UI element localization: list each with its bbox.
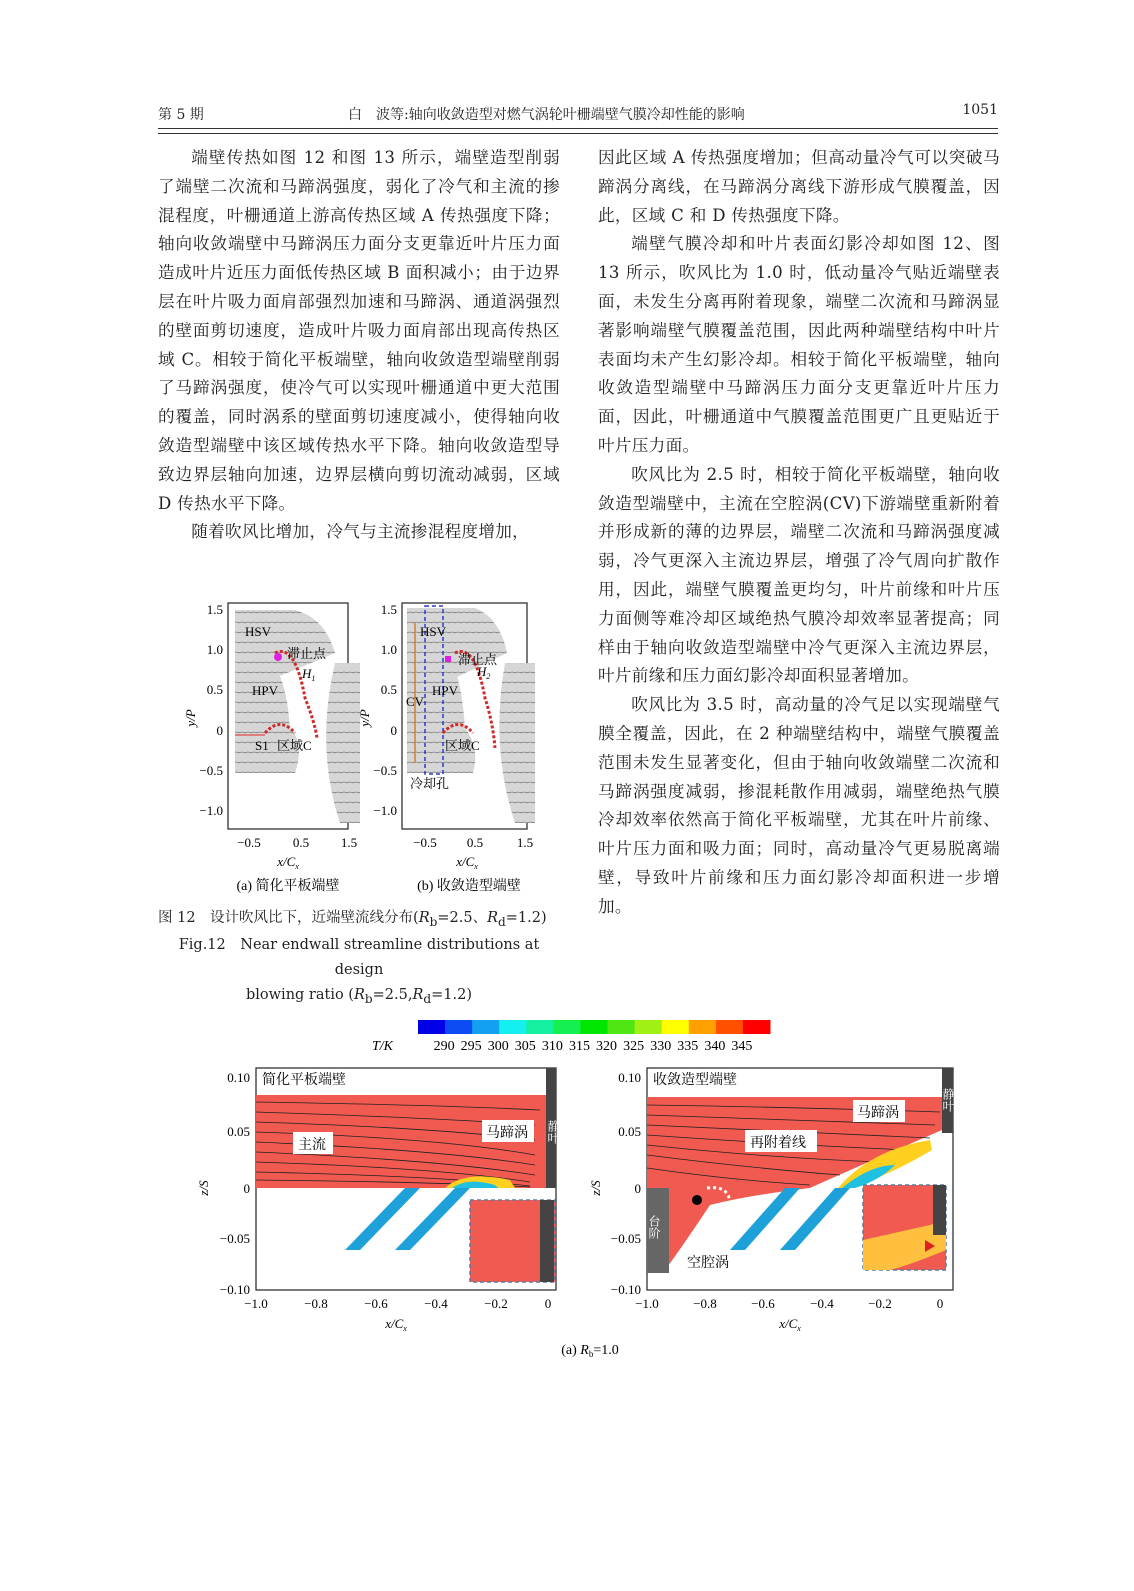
x-tick: −0.4 bbox=[810, 1296, 834, 1311]
x-tick: −0.5 bbox=[237, 835, 261, 850]
y-tick: 0 bbox=[634, 1181, 641, 1196]
y-axis-label: z/S bbox=[588, 1180, 603, 1196]
panel-title: 简化平板端壁 bbox=[262, 1073, 346, 1088]
paragraph: 吹风比为 3.5 时，高动量的冷气足以实现端壁气膜全覆盖，因此，在 2 种端壁结构中，端壁气膜覆盖范围未发生显著变化，但由于轴向收敛端壁二次流和马蹄涡强度减弱，掺混耗散作用减弱，端壁绝热气膜冷却效率依然高于简化平板端壁，尤其在叶片前缘、叶片压力面和吸力面；同时，高动量冷气更易脱离端壁，导致叶片前缘和压力面幻影冷却面积进一步增加。 bbox=[598, 695, 1000, 916]
paragraph: 因此区域 A 传热强度增加；但高动量冷气可以突破马蹄涡分离线，在马蹄涡分离线下游形成气膜覆盖，因此，区域 C 和 D 传热强度下降。 bbox=[598, 148, 1000, 225]
y-axis-label: y/P bbox=[357, 709, 372, 727]
y-tick: 1.0 bbox=[380, 642, 397, 657]
label-vane: 静叶 bbox=[546, 1120, 560, 1144]
colorbar-tick: 305 bbox=[514, 1039, 536, 1054]
label-h: $H_2$ bbox=[477, 664, 491, 681]
label-reattachment-line: 再附着线 bbox=[750, 1136, 806, 1151]
y-tick: −0.05 bbox=[219, 1231, 250, 1246]
paragraph: 随着吹风比增加，冷气与主流掺混程度增加， bbox=[191, 522, 530, 542]
colorbar-tick: 310 bbox=[541, 1039, 563, 1054]
label-h: $H_1$ bbox=[302, 666, 316, 683]
paragraph: 吹风比为 2.5 时，相较于简化平板端壁，轴向收敛造型端壁中，主流在空腔涡(CV)下游端壁重新附着并形成新的薄的边界层，端壁二次流和马蹄涡强度减弱，冷气更深入主流边界层，增强了冷气周向扩散作用，因此，端壁气膜覆盖更均匀，叶片前缘和叶片压力面侧等难冷却区域绝热气膜冷却效率显著提高；同样由于轴向收敛造型端壁中冷气更深入主流边界层，叶片前缘和压力面幻影冷却面积显著增加。 bbox=[598, 464, 1000, 686]
colorbar-swatch bbox=[635, 1020, 663, 1034]
x-tick: −0.6 bbox=[751, 1296, 775, 1311]
colorbar-label: T/K bbox=[372, 1039, 394, 1054]
colorbar-tick: 290 bbox=[433, 1039, 455, 1054]
label-region-c: 区域C bbox=[277, 738, 312, 753]
label-stagnation: 滞止点 bbox=[287, 646, 327, 661]
colorbar-swatch bbox=[716, 1020, 744, 1034]
y-axis-label: z/S bbox=[196, 1180, 211, 1196]
figure-12 bbox=[155, 598, 565, 898]
fig12-panel-b bbox=[357, 602, 535, 894]
x-tick: 1.5 bbox=[516, 835, 534, 850]
label-horseshoe-vortex: 马蹄涡 bbox=[857, 1106, 899, 1121]
colorbar-swatch bbox=[499, 1020, 527, 1034]
x-tick: −1.0 bbox=[635, 1296, 659, 1311]
cavity-vortex-core bbox=[692, 1195, 702, 1205]
colorbar-swatch bbox=[689, 1020, 717, 1034]
x-tick: −1.0 bbox=[244, 1296, 268, 1311]
paragraph: 端壁气膜冷却和叶片表面幻影冷却如图 12、图 13 所示，吹风比为 1.0 时，低动量冷气贴近端壁表面，未发生分离再附着现象，端壁二次流和马蹄涡显著影响端壁气膜覆盖范围，因此两种端壁结构中叶片表面均未产生幻影冷却。相较于简化平板端壁，轴向收敛造型端壁中马蹄涡压力面分支更靠近叶片压力面，因此，叶栅通道中气膜覆盖范围更广且更贴近于叶片压力面。 bbox=[598, 234, 1000, 455]
y-tick: −0.05 bbox=[610, 1231, 641, 1246]
label-vane: 静叶 bbox=[941, 1088, 955, 1112]
label-main-flow: 主流 bbox=[298, 1138, 326, 1153]
y-tick: −1.0 bbox=[373, 803, 397, 818]
colorbar-tick: 320 bbox=[596, 1039, 618, 1054]
colorbar bbox=[418, 1020, 771, 1034]
x-axis-label: $x/C_x$ bbox=[456, 854, 478, 871]
x-tick: −0.8 bbox=[304, 1296, 328, 1311]
y-tick: 0.5 bbox=[380, 682, 397, 697]
y-tick: 0.05 bbox=[618, 1124, 641, 1139]
y-tick: −0.10 bbox=[610, 1282, 641, 1297]
colorbar-swatch bbox=[445, 1020, 473, 1034]
colorbar-swatch bbox=[526, 1020, 554, 1034]
figure-12-caption-en: Fig.12 Near endwall streamline distributions at design blowing ratio $(R_b=2.5,R_d=1.2)$ bbox=[178, 937, 540, 1006]
paragraph: 端壁传热如图 12 和图 13 所示，端壁造型削弱了端壁二次流和马蹄涡强度，弱化了冷气和主流的掺混程度，叶栅通道上游高传热区域 A 传热强度下降；轴向收敛端壁中马蹄涡压力面分支更靠近叶片压力面造成叶片近压力面低传热区域 B 面积减小；由于边界层在叶片吸力面肩部强烈加速和马蹄涡、通道涡强烈的壁面剪切速度，造成叶片吸力面肩部出现高传热区域 C。相较于简化平板端壁，轴向收敛造型端壁削弱了马蹄涡强度，使冷气可以实现叶栅通道中更大范围的覆盖，同时涡系的壁面剪切速度减小，使得轴向收敛造型端壁中该区域传热水平下降。轴向收敛造型导致边界层轴向加速，边界层横向剪切流动减弱，区域 D 传热水平下降。 bbox=[158, 148, 560, 513]
label-cavity-vortex: 空腔涡 bbox=[687, 1256, 729, 1271]
label-hpv: HPV bbox=[252, 683, 279, 698]
y-tick: 0.05 bbox=[227, 1124, 250, 1139]
colorbar-tick: 295 bbox=[460, 1039, 482, 1054]
colorbar-tick: 345 bbox=[731, 1039, 753, 1054]
x-axis-label: $x/C_x$ bbox=[385, 1316, 407, 1333]
x-tick: −0.2 bbox=[868, 1296, 892, 1311]
x-tick: 1.5 bbox=[340, 835, 358, 850]
y-tick: −0.10 bbox=[219, 1282, 250, 1297]
colorbar-tick: 315 bbox=[568, 1039, 590, 1054]
x-tick: −0.8 bbox=[693, 1296, 717, 1311]
label-hsv: HSV bbox=[420, 624, 447, 639]
colorbar-swatch bbox=[580, 1020, 608, 1034]
colorbar-swatch bbox=[472, 1020, 500, 1034]
label-hpv: HPV bbox=[432, 683, 459, 698]
fig13-panel-flat bbox=[196, 1068, 560, 1333]
label-horseshoe-vortex: 马蹄涡 bbox=[486, 1126, 528, 1141]
right-column bbox=[598, 144, 1000, 922]
y-tick: 1.5 bbox=[380, 602, 397, 617]
y-tick: 0.10 bbox=[618, 1070, 641, 1085]
colorbar-tick: 300 bbox=[487, 1039, 509, 1054]
label-cooling-holes: 冷却孔 bbox=[410, 776, 450, 791]
colorbar-tick: 335 bbox=[677, 1039, 699, 1054]
inset-vane bbox=[933, 1185, 946, 1235]
x-tick: −0.4 bbox=[424, 1296, 448, 1311]
x-axis-label: $x/C_x$ bbox=[277, 854, 299, 871]
y-tick: 0.5 bbox=[206, 682, 223, 697]
x-tick: 0.5 bbox=[466, 835, 484, 850]
colorbar-tick: 325 bbox=[623, 1039, 645, 1054]
stagnation-point-marker bbox=[274, 653, 282, 661]
panel-caption: (b) 收敛造型端壁 bbox=[417, 879, 521, 894]
colorbar-swatch bbox=[743, 1020, 771, 1034]
label-stagnation: 滞止点 bbox=[458, 652, 498, 667]
x-tick: 0.5 bbox=[292, 835, 310, 850]
y-tick: −0.5 bbox=[373, 763, 397, 778]
figure-13 bbox=[190, 1010, 990, 1360]
y-tick: −0.5 bbox=[199, 763, 223, 778]
fig13-panel-converging bbox=[588, 1068, 955, 1333]
y-tick: 0 bbox=[243, 1181, 250, 1196]
running-title: 白 波等:轴向收敛造型对燃气涡轮叶栅端壁气膜冷却性能的影响 bbox=[348, 107, 745, 123]
colorbar-tick: 340 bbox=[704, 1039, 726, 1054]
y-tick: 0 bbox=[216, 723, 223, 738]
x-axis-label: $x/C_x$ bbox=[779, 1316, 801, 1333]
left-column bbox=[158, 144, 560, 547]
colorbar-swatch bbox=[553, 1020, 581, 1034]
y-tick: 0 bbox=[390, 723, 397, 738]
figure-12-caption-cn: 图 12 设计吹风比下，近端壁流线分布($R_b=2.5$、$R_d=1.2$) bbox=[158, 910, 547, 929]
x-tick: −0.5 bbox=[413, 835, 437, 850]
y-axis-label: y/P bbox=[183, 709, 198, 727]
colorbar-tick: 330 bbox=[650, 1039, 672, 1054]
colorbar-swatch bbox=[608, 1020, 636, 1034]
colorbar-swatch bbox=[418, 1020, 446, 1034]
figure-13-subcaption: (a) $R_b=1.0$ bbox=[561, 1343, 619, 1359]
colorbar-swatch bbox=[662, 1020, 690, 1034]
x-tick: −0.6 bbox=[364, 1296, 388, 1311]
x-tick: 0 bbox=[936, 1296, 944, 1311]
label-step: 台阶 bbox=[647, 1215, 661, 1239]
x-tick: −0.2 bbox=[484, 1296, 508, 1311]
panel-caption: (a) 简化平板端壁 bbox=[236, 879, 340, 894]
header-rule bbox=[158, 128, 998, 134]
stagnation-point-marker bbox=[445, 656, 451, 662]
issue-number: 第 5 期 bbox=[158, 107, 204, 123]
running-header bbox=[158, 100, 998, 126]
label-region-c: 区域C bbox=[445, 738, 480, 753]
y-tick: 0.10 bbox=[227, 1070, 250, 1085]
y-tick: −1.0 bbox=[199, 803, 223, 818]
y-tick: 1.5 bbox=[206, 602, 223, 617]
inset-vane bbox=[540, 1200, 554, 1282]
y-tick: 1.0 bbox=[206, 642, 223, 657]
label-cv: CV bbox=[406, 694, 425, 709]
label-hsv: HSV bbox=[245, 624, 272, 639]
fig12-panel-a bbox=[183, 602, 360, 894]
x-tick: 0 bbox=[544, 1296, 552, 1311]
label-s1: S1 bbox=[255, 738, 269, 753]
page-number: 1051 bbox=[962, 102, 998, 118]
panel-title: 收敛造型端壁 bbox=[653, 1073, 737, 1088]
